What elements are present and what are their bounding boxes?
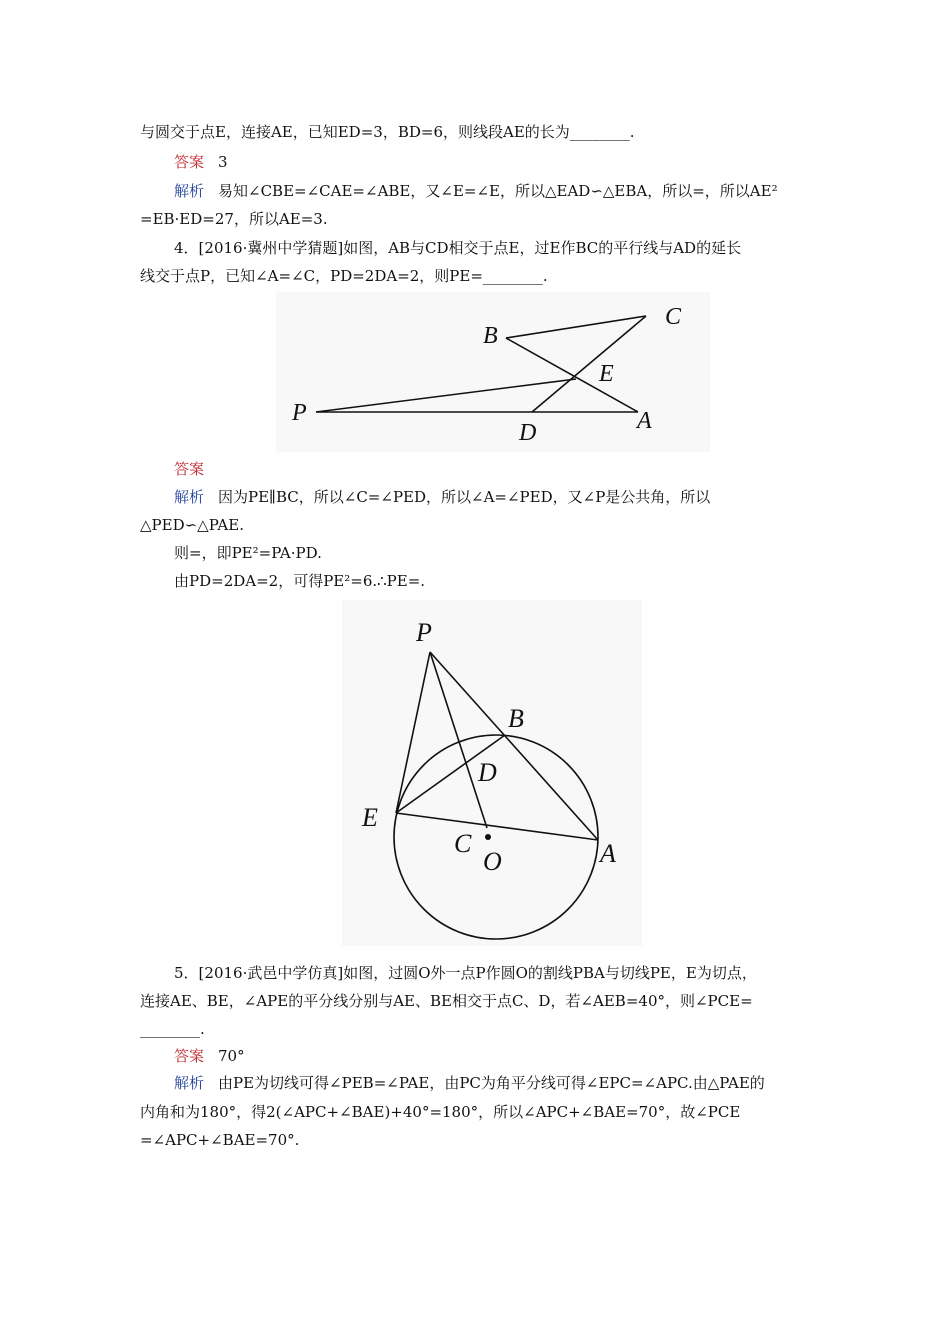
text-line: 由PD=2DA=2，可得PE²=6.∴PE=.: [174, 572, 426, 590]
label-A: A: [600, 839, 616, 868]
question-4-line-1: 4．[2016·冀州中学猜题]如图，AB与CD相交于点E，过E作BC的平行线与AD的延长: [174, 239, 742, 257]
figure-2-diagram: [342, 600, 642, 946]
question-5-line-2: 连接AE、BE，∠APE的平分线分别与AE、BE相交于点C、D，若∠AEB=40°，则∠PCE=: [140, 992, 753, 1010]
label-O: O: [483, 847, 502, 876]
explanation-text: 因为PE∥BC，所以∠C=∠PED，所以∠A=∠PED，又∠P是公共角，所以: [218, 488, 711, 506]
explanation-line: [174, 181, 778, 201]
explanation-line: [174, 1073, 765, 1093]
label-A: A: [637, 408, 652, 434]
explanation-line: [174, 487, 710, 507]
label-P: P: [292, 400, 307, 426]
answer-label: 答案: [174, 153, 205, 171]
question-4-line-2: 线交于点P，已知∠A=∠C，PD=2DA=2，则PE=________.: [140, 267, 548, 285]
answer-line: [174, 1046, 245, 1066]
text-line: =∠APC+∠BAE=70°.: [140, 1131, 300, 1149]
explanation-label: 解析: [174, 488, 205, 506]
text-line: 与圆交于点E，连接AE，已知ED=3，BD=6，则线段AE的长为________.: [140, 123, 635, 141]
label-C: C: [665, 304, 682, 330]
text-line: △PED∽△PAE.: [140, 516, 244, 534]
explanation-text: 由PE为切线可得∠PEB=∠PAE，由PC为角平分线可得∠EPC=∠APC.由△PAE的: [218, 1074, 765, 1092]
answer-line: [174, 152, 228, 172]
answer-value: 70°: [218, 1047, 245, 1065]
label-B: B: [483, 323, 498, 349]
explanation-text: 易知∠CBE=∠CAE=∠ABE，又∠E=∠E，所以△EAD∽△EBA，所以=，所以AE²: [218, 182, 778, 200]
text-line: 内角和为180°，得2(∠APC+∠BAE)+40°=180°，所以∠APC+∠BAE=70°，故∠PCE: [140, 1103, 741, 1121]
label-C: C: [454, 829, 472, 858]
explanation-label: 解析: [174, 1074, 205, 1092]
label-E: E: [599, 361, 614, 387]
label-E: E: [362, 803, 378, 832]
answer-value: 3: [218, 153, 228, 171]
question-5-line-3: ________.: [140, 1020, 205, 1038]
label-P: P: [416, 618, 432, 647]
figure-1-diagram: [276, 292, 710, 452]
label-B: B: [508, 704, 524, 733]
answer-label: 答案: [174, 460, 205, 478]
label-D: D: [519, 420, 537, 446]
answer-label: 答案: [174, 1047, 205, 1065]
answer-line: [174, 459, 204, 479]
text-line: 则=，即PE²=PA·PD.: [174, 544, 322, 562]
question-5-line-1: 5．[2016·武邑中学仿真]如图，过圆O外一点P作圆O的割线PBA与切线PE，E为切点，: [174, 964, 757, 982]
label-D: D: [478, 758, 497, 787]
text-line: =EB·ED=27，所以AE=3.: [140, 210, 328, 228]
explanation-label: 解析: [174, 182, 205, 200]
